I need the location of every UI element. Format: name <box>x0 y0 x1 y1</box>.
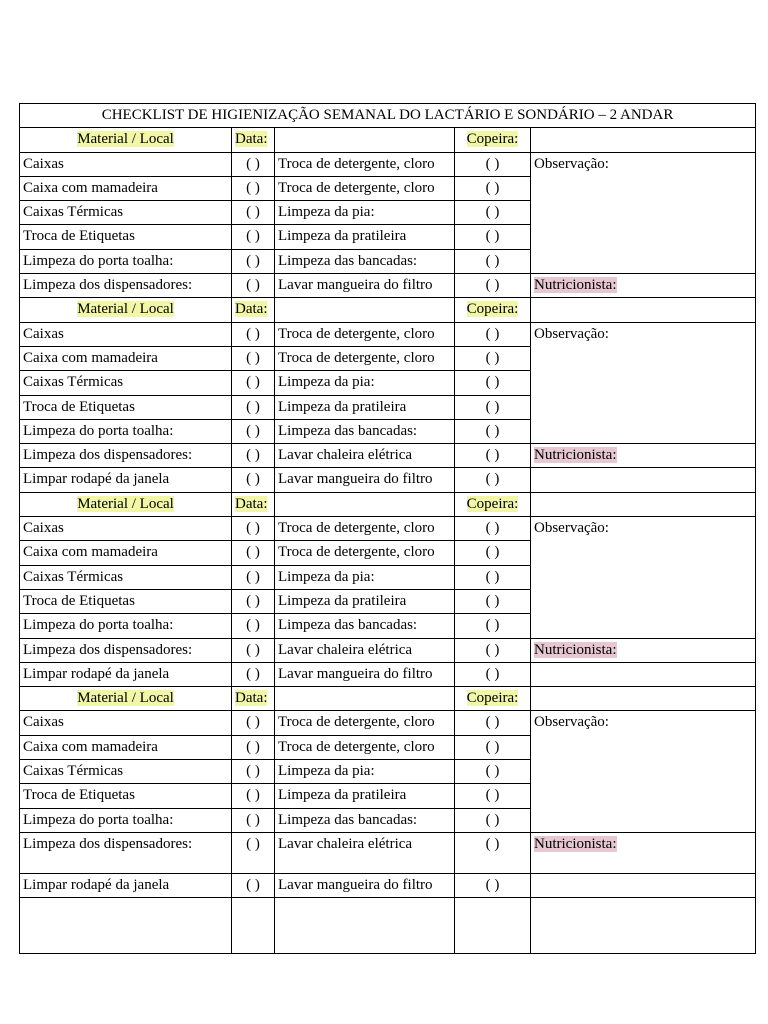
task-right: Lavar mangueira do filtro <box>275 662 455 686</box>
task-left: Limpeza do porta toalha: <box>20 614 232 638</box>
check-left: ( ) <box>232 395 275 419</box>
task-right: Limpeza das bancadas: <box>275 249 455 273</box>
material-local-header <box>20 298 232 322</box>
check-left: ( ) <box>232 589 275 613</box>
material-local-header <box>20 492 232 516</box>
task-left: Troca de Etiquetas <box>20 225 232 249</box>
table-row <box>20 638 756 662</box>
check-left: ( ) <box>232 322 275 346</box>
check-left: ( ) <box>232 274 275 298</box>
task-left: Limpeza do porta toalha: <box>20 249 232 273</box>
check-left: ( ) <box>232 444 275 468</box>
observacao-cell: Observação: <box>531 152 756 273</box>
empty-cell <box>455 898 531 954</box>
task-right: Troca de detergente, cloro <box>275 176 455 200</box>
task-right: Limpeza das bancadas: <box>275 808 455 832</box>
observacao-cell: Observação: <box>531 711 756 832</box>
data-value <box>275 298 455 322</box>
check-right: ( ) <box>455 638 531 662</box>
table-row <box>20 832 756 873</box>
task-left: Limpar rodapé da janela <box>20 873 232 897</box>
task-right: Limpeza das bancadas: <box>275 614 455 638</box>
check-left: ( ) <box>232 371 275 395</box>
check-left: ( ) <box>232 784 275 808</box>
data-header <box>232 492 275 516</box>
task-left: Caixas <box>20 322 232 346</box>
table-row <box>20 322 756 346</box>
check-right: ( ) <box>455 249 531 273</box>
check-right: ( ) <box>455 176 531 200</box>
table-row <box>20 873 756 897</box>
check-right: ( ) <box>455 517 531 541</box>
material-local-header-label: Material / Local <box>77 690 174 707</box>
copeira-header-label: Copeira: <box>466 690 519 707</box>
task-left: Caixas <box>20 711 232 735</box>
task-right: Troca de detergente, cloro <box>275 152 455 176</box>
check-right: ( ) <box>455 274 531 298</box>
check-left: ( ) <box>232 711 275 735</box>
task-left: Caixas <box>20 152 232 176</box>
task-right: Limpeza da pratileira <box>275 395 455 419</box>
data-value <box>275 492 455 516</box>
nutricionista-cell <box>531 274 756 298</box>
task-right: Lavar mangueira do filtro <box>275 873 455 897</box>
task-right: Limpeza da pratileira <box>275 225 455 249</box>
task-right: Troca de detergente, cloro <box>275 711 455 735</box>
empty-cell <box>531 898 756 954</box>
check-right: ( ) <box>455 444 531 468</box>
copeira-header <box>455 298 531 322</box>
block-header-row <box>20 298 756 322</box>
nutricionista-cell <box>531 638 756 662</box>
check-left: ( ) <box>232 735 275 759</box>
check-left: ( ) <box>232 832 275 873</box>
check-right: ( ) <box>455 873 531 897</box>
task-left: Troca de Etiquetas <box>20 784 232 808</box>
task-left: Caixa com mamadeira <box>20 541 232 565</box>
copeira-value <box>531 298 756 322</box>
table-row <box>20 711 756 735</box>
copeira-header-label: Copeira: <box>466 495 519 512</box>
check-left: ( ) <box>232 419 275 443</box>
check-right: ( ) <box>455 371 531 395</box>
check-right: ( ) <box>455 468 531 492</box>
copeira-value <box>531 128 756 152</box>
check-left: ( ) <box>232 873 275 897</box>
task-right: Limpeza da pia: <box>275 760 455 784</box>
task-right: Troca de detergente, cloro <box>275 346 455 370</box>
copeira-header <box>455 128 531 152</box>
table-row <box>20 444 756 468</box>
task-left: Caixas <box>20 517 232 541</box>
task-right: Lavar chaleira elétrica <box>275 832 455 873</box>
task-left: Limpeza dos dispensadores: <box>20 274 232 298</box>
copeira-header <box>455 687 531 711</box>
nutricionista-cell-label: Nutricionista: <box>534 835 617 852</box>
check-left: ( ) <box>232 225 275 249</box>
task-left: Caixas Térmicas <box>20 760 232 784</box>
task-right: Limpeza da pia: <box>275 201 455 225</box>
data-header-label: Data: <box>235 301 268 318</box>
material-local-header-label: Material / Local <box>77 495 174 512</box>
task-left: Caixa com mamadeira <box>20 735 232 759</box>
nutricionista-cell-label: Nutricionista: <box>534 641 617 658</box>
check-right: ( ) <box>455 760 531 784</box>
task-right: Limpeza da pia: <box>275 565 455 589</box>
empty-cell <box>20 898 232 954</box>
material-local-header-label: Material / Local <box>77 301 174 318</box>
table-row <box>20 468 756 492</box>
table-row <box>20 274 756 298</box>
checklist-table <box>19 103 756 954</box>
task-right: Troca de detergente, cloro <box>275 541 455 565</box>
check-left: ( ) <box>232 614 275 638</box>
check-left: ( ) <box>232 541 275 565</box>
check-right: ( ) <box>455 589 531 613</box>
empty-cell <box>531 873 756 897</box>
data-value <box>275 687 455 711</box>
check-left: ( ) <box>232 638 275 662</box>
check-right: ( ) <box>455 784 531 808</box>
check-right: ( ) <box>455 711 531 735</box>
task-right: Troca de detergente, cloro <box>275 735 455 759</box>
task-left: Limpar rodapé da janela <box>20 468 232 492</box>
task-left: Limpeza dos dispensadores: <box>20 638 232 662</box>
check-right: ( ) <box>455 541 531 565</box>
empty-cell <box>275 898 455 954</box>
data-header <box>232 298 275 322</box>
material-local-header <box>20 128 232 152</box>
check-left: ( ) <box>232 346 275 370</box>
table-row <box>20 152 756 176</box>
data-header-label: Data: <box>235 131 268 148</box>
check-left: ( ) <box>232 565 275 589</box>
check-right: ( ) <box>455 565 531 589</box>
check-right: ( ) <box>455 832 531 873</box>
nutricionista-cell <box>531 832 756 873</box>
nutricionista-cell <box>531 444 756 468</box>
check-right: ( ) <box>455 322 531 346</box>
task-right: Troca de detergente, cloro <box>275 517 455 541</box>
check-right: ( ) <box>455 225 531 249</box>
check-right: ( ) <box>455 735 531 759</box>
block-header-row <box>20 128 756 152</box>
data-header-label: Data: <box>235 495 268 512</box>
task-left: Limpeza do porta toalha: <box>20 419 232 443</box>
table-row <box>20 662 756 686</box>
check-right: ( ) <box>455 201 531 225</box>
nutricionista-cell-label: Nutricionista: <box>534 277 617 294</box>
check-right: ( ) <box>455 419 531 443</box>
check-right: ( ) <box>455 614 531 638</box>
check-left: ( ) <box>232 468 275 492</box>
block-header-row <box>20 492 756 516</box>
copeira-header-label: Copeira: <box>466 131 519 148</box>
task-left: Caixas Térmicas <box>20 371 232 395</box>
check-left: ( ) <box>232 517 275 541</box>
check-right: ( ) <box>455 808 531 832</box>
task-left: Caixas Térmicas <box>20 201 232 225</box>
task-right: Limpeza da pratileira <box>275 589 455 613</box>
task-right: Troca de detergente, cloro <box>275 322 455 346</box>
empty-cell <box>531 468 756 492</box>
check-right: ( ) <box>455 152 531 176</box>
check-left: ( ) <box>232 249 275 273</box>
check-right: ( ) <box>455 346 531 370</box>
title-row <box>20 104 756 128</box>
copeira-header-label: Copeira: <box>466 301 519 318</box>
empty-cell <box>531 662 756 686</box>
empty-cell <box>232 898 275 954</box>
task-right: Limpeza da pia: <box>275 371 455 395</box>
check-left: ( ) <box>232 152 275 176</box>
task-left: Troca de Etiquetas <box>20 395 232 419</box>
observacao-cell: Observação: <box>531 517 756 638</box>
observacao-cell: Observação: <box>531 322 756 443</box>
task-right: Limpeza da pratileira <box>275 784 455 808</box>
task-left: Limpeza dos dispensadores: <box>20 832 232 873</box>
task-right: Lavar chaleira elétrica <box>275 638 455 662</box>
task-left: Limpar rodapé da janela <box>20 662 232 686</box>
check-left: ( ) <box>232 808 275 832</box>
data-value <box>275 128 455 152</box>
data-header <box>232 128 275 152</box>
copeira-value <box>531 492 756 516</box>
task-left: Caixa com mamadeira <box>20 346 232 370</box>
material-local-header <box>20 687 232 711</box>
task-right: Lavar mangueira do filtro <box>275 274 455 298</box>
task-right: Lavar mangueira do filtro <box>275 468 455 492</box>
data-header <box>232 687 275 711</box>
blank-row <box>20 898 756 954</box>
task-left: Limpeza do porta toalha: <box>20 808 232 832</box>
material-local-header-label: Material / Local <box>77 131 174 148</box>
page-title: CHECKLIST DE HIGIENIZAÇÃO SEMANAL DO LACTÁRIO E SONDÁRIO – 2 ANDAR <box>20 104 756 128</box>
check-left: ( ) <box>232 201 275 225</box>
check-left: ( ) <box>232 176 275 200</box>
task-left: Limpeza dos dispensadores: <box>20 444 232 468</box>
copeira-value <box>531 687 756 711</box>
task-right: Limpeza das bancadas: <box>275 419 455 443</box>
check-left: ( ) <box>232 662 275 686</box>
check-right: ( ) <box>455 395 531 419</box>
data-header-label: Data: <box>235 690 268 707</box>
nutricionista-cell-label: Nutricionista: <box>534 447 617 464</box>
task-right: Lavar chaleira elétrica <box>275 444 455 468</box>
check-right: ( ) <box>455 662 531 686</box>
block-header-row <box>20 687 756 711</box>
task-left: Troca de Etiquetas <box>20 589 232 613</box>
check-left: ( ) <box>232 760 275 784</box>
task-left: Caixa com mamadeira <box>20 176 232 200</box>
task-left: Caixas Térmicas <box>20 565 232 589</box>
copeira-header <box>455 492 531 516</box>
table-row <box>20 517 756 541</box>
